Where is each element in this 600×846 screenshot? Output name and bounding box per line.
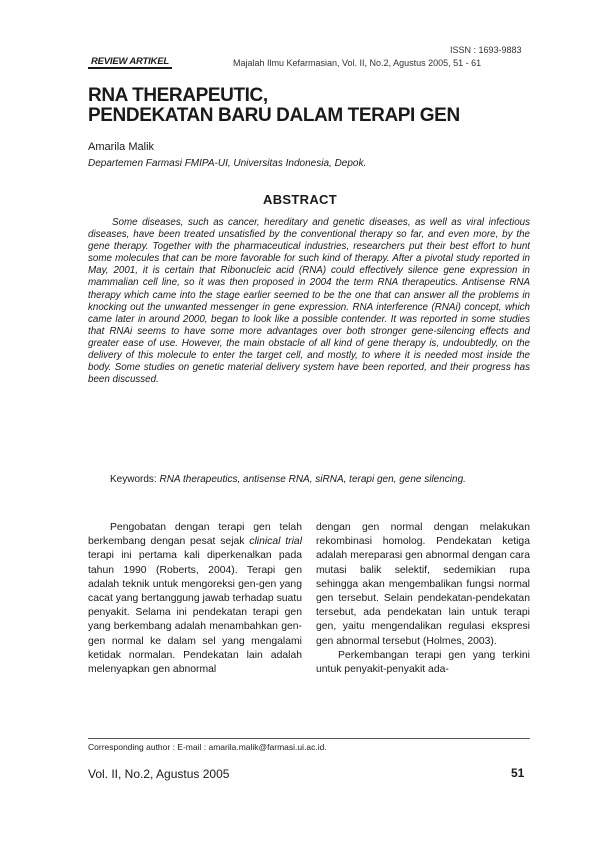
paragraph-italic-term: clinical trial	[249, 536, 302, 548]
page-number: 51	[511, 766, 525, 780]
body-paragraph: dengan gen normal dengan melakukan rekombinasi homolog. Pendekatan ketiga adalah mereparasi gen abnormal dengan cara mutasi balik selektif, sedemikian rupa sehingga akan mengembalikan fungsi normal gen tersebut. Selain pendekatan-pendekatan tersebut, ada pendekatan lain untuk terapi gen, yaitu mengendalikan regulasi ekspresi gen abnormal tersebut (Holmes, 2003).	[316, 522, 530, 647]
author-affiliation: Departemen Farmasi FMIPA-UI, Universitas Indonesia, Depok.	[88, 158, 367, 169]
keywords-label: Keywords:	[110, 474, 160, 485]
author-name: Amarila Malik	[88, 141, 155, 153]
article-type-badge: REVIEW ARTIKEL	[88, 56, 172, 69]
title-line-1: RNA THERAPEUTIC,	[88, 85, 268, 106]
body-column-right	[316, 521, 530, 677]
issue-footer: Vol. II, No.2, Agustus 2005	[88, 767, 230, 781]
article-title	[88, 86, 528, 126]
keywords-values: RNA therapeutics, antisense RNA, siRNA, terapi gen, gene silencing.	[159, 474, 466, 485]
issn-number: ISSN : 1693-9883	[450, 45, 522, 55]
paragraph-text: Pengobatan dengan terapi gen telah berkembang dengan pesat sejak	[88, 522, 302, 548]
footnote-divider	[88, 738, 530, 739]
body-paragraph	[88, 521, 302, 677]
corresponding-author-note: Corresponding author : E-mail : amarila.malik@farmasi.ui.ac.id.	[88, 742, 327, 752]
journal-citation: Majalah Ilmu Kefarmasian, Vol. II, No.2, Agustus 2005, 51 - 61	[233, 58, 482, 68]
body-column-left	[88, 521, 302, 677]
paragraph-text: terapi ini pertama kali diperkenalkan pada tahun 1990 (Roberts, 2004). Terapi gen adalah teknik untuk mengoreksi gen-gen yang cacat yang bertanggung jawab terhadap suatu penyakit. Selama ini pendekatan terapi gen yang berkembang adalah menambahkan gen-gen normal ke dalam sel yang mengalami ketidak normalan. Pendekatan lain adalah melenyapkan gen abnormal	[88, 550, 302, 676]
body-paragraph: Perkembangan terapi gen yang terkini untuk penyakit-penyakit ada-	[316, 649, 530, 676]
abstract-text: Some diseases, such as cancer, hereditary and genetic diseases, as well as viral infectious diseases, have been treated unsatisfied by the conventional therapy so far, and even more, by the gene therapy. Together with the pharmaceutical industries, researchers put their best effort to hunt some molecules that can be more favorable for such kind of therapy. After a pivotal study reported in May, 2001, it is certain that Ribonucleic acid (RNA) could effectively silence gene expression in mammalian cell line, so it was then proposed in 2004 the term RNA therapeutics. Antisense RNA therapy which came into the stage earlier seemed to be the one that can answer all the problems in knocking out the unwanted messenger in gene expression. RNA interference (RNAi) concept, which came later in around 2000, began to look like a possible contender. It was reported in some studies that RNAi seems to have some more advantages over both stronger gene-silencing effects and greater ease of use. However, the main obstacle of all kind of gene therapy is, undoubtedly, on the delivery of this molecule to enter the target cell, and mostly, to where it is needed most inside the body. Some studies on genetic material delivery system have been reported, and their progress has been discussed.	[88, 217, 530, 386]
title-line-2: PENDEKATAN BARU DALAM TERAPI GEN	[88, 105, 460, 126]
abstract-heading: ABSTRACT	[263, 192, 337, 207]
keywords	[88, 473, 530, 486]
